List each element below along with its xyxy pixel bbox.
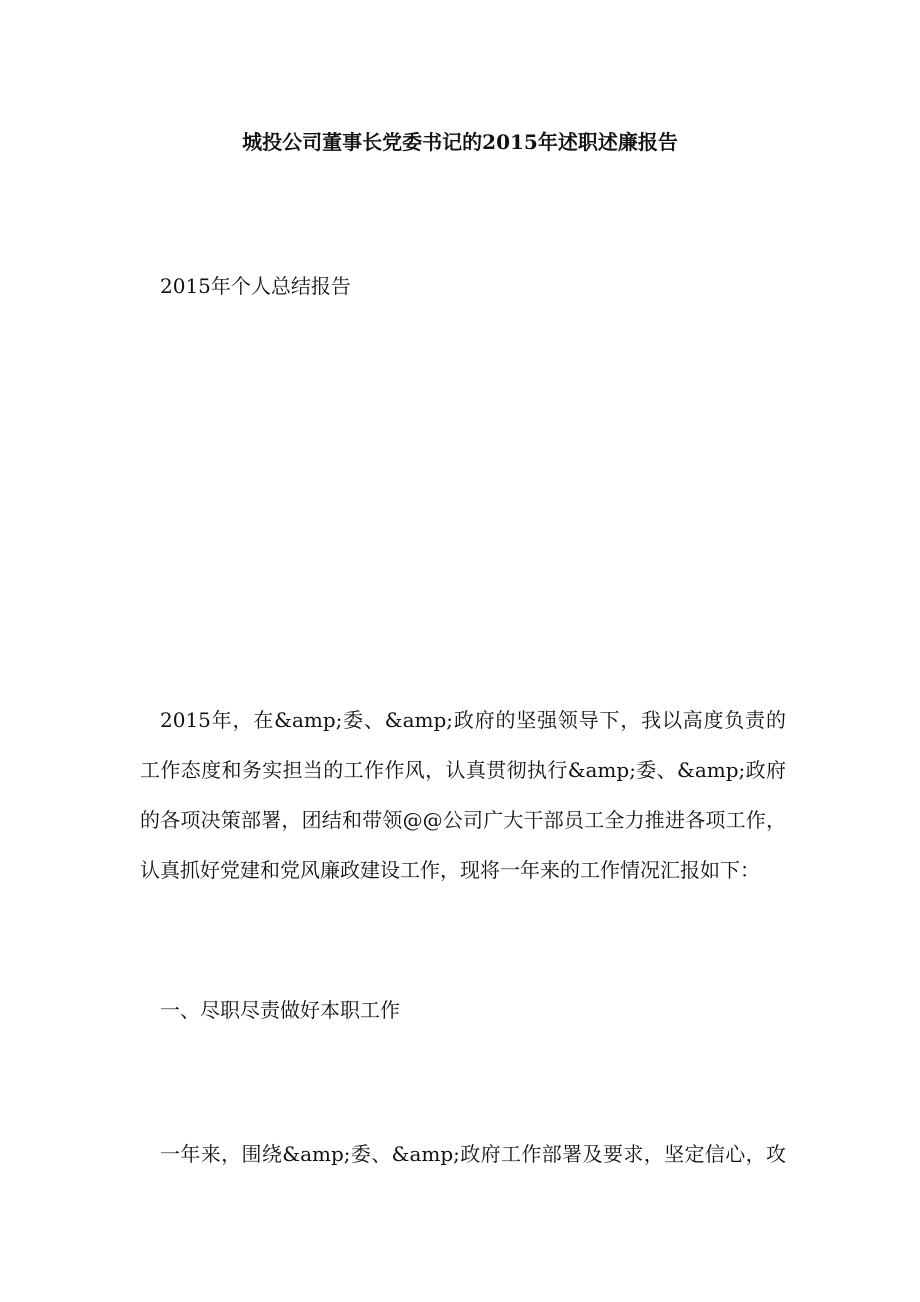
paragraph-line: 一年来，围绕&amp;委、&amp;政府工作部署及要求，坚定信心，攻 <box>160 1142 786 1166</box>
section-heading: 一、尽职尽责做好本职工作 <box>160 998 400 1022</box>
paragraph-line: 的各项决策部署，团结和带领@@公司广大干部员工全力推进各项工作， <box>140 808 786 832</box>
paragraph-line: 认真抓好党建和党风廉政建设工作，现将一年来的工作情况汇报如下： <box>140 858 760 882</box>
report-subtitle: 2015年个人总结报告 <box>160 274 351 298</box>
paragraph-line: 2015年，在&amp;委、&amp;政府的坚强领导下，我以高度负责的 <box>160 708 786 732</box>
paragraph-line: 工作态度和务实担当的工作作风，认真贯彻执行&amp;委、&amp;政府 <box>140 758 786 782</box>
document-title: 城投公司董事长党委书记的2015年述职述廉报告 <box>242 130 678 154</box>
